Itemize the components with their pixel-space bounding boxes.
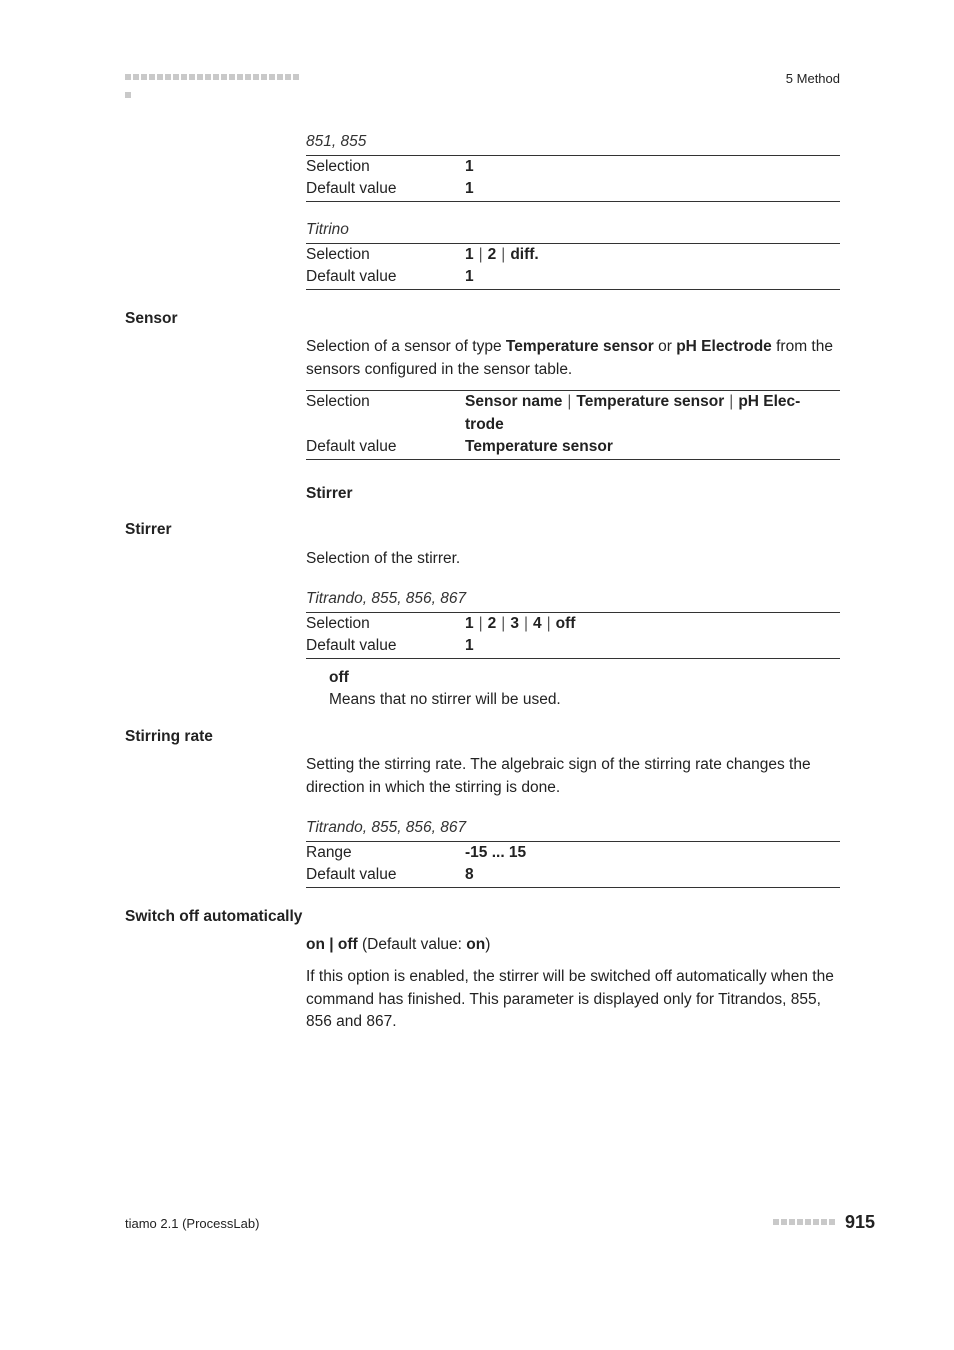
row-label: Selection [306,246,370,263]
table-row [306,635,840,657]
row-label: Default value [306,637,397,654]
switch-off-description: If this option is enabled, the stirrer will be switched off automatically when the command has finished. This parameter is displayed only for Titrandos, 855, 856 and 867. [306,968,834,1030]
table-row [306,842,840,864]
row-value: 8 [465,866,474,883]
table-row [306,864,840,886]
row-value: 1 [465,268,474,285]
row-value: 1 [465,180,474,197]
row-label: Default value [306,438,397,455]
switch-off-options: on | off (Default value: on) [306,936,491,953]
footer-decoration [773,1219,843,1228]
header-decoration [125,74,307,83]
stirring-rate-description: Setting the stirring rate. The algebraic sign of the stirring rate changes the direction in which the stirring is done. [306,756,811,796]
table-row [306,178,840,200]
table-rule [306,289,840,290]
option-term-off: off [329,669,349,686]
option-description-off: Means that no stirrer will be used. [329,691,561,708]
row-value: Temperature sensor [465,438,613,455]
table-rule [306,658,840,659]
parameter-heading-stirring-rate: Stirring rate [125,728,213,745]
parameter-heading-switch-off: Switch off automatically [125,908,303,925]
table-row [306,156,840,178]
row-label: Default value [306,180,397,197]
table-rule [306,887,840,888]
parameter-heading-stirrer: Stirrer [125,521,172,538]
row-label: Selection [306,393,370,410]
option: diff. [510,246,539,263]
option: 2 [487,246,497,263]
table-rule [306,201,840,202]
section-title-stirrer: Stirrer [306,485,353,502]
row-label: Default value [306,866,397,883]
parameter-heading-sensor: Sensor [125,310,178,327]
row-value: 1 | 2 | 3 | 4 | off [465,615,576,632]
row-value: 1 | 2 | diff. [465,246,539,263]
footer-product: tiamo 2.1 (ProcessLab) [125,1216,260,1231]
table-rule [306,459,840,460]
page-number: 915 [845,1212,876,1232]
stirrer-description: Selection of the stirrer. [306,550,461,567]
table-caption-stirrer: Titrando, 855, 856, 867 [306,590,467,607]
table-row [306,436,840,458]
table-row [306,391,840,436]
row-label: Selection [306,158,370,175]
row-label: Default value [306,268,397,285]
row-value: 1 [465,637,474,654]
table-row [306,266,840,288]
table-row [306,613,840,635]
header-section-title: 5 Method [785,71,840,86]
table-caption-stirring-rate: Titrando, 855, 856, 867 [306,819,467,836]
row-value: -15 ... 15 [465,844,527,861]
row-value: Sensor name | Temperature sensor | pH Elec- trode [465,393,801,433]
table-caption-titrino: Titrino [306,221,349,238]
row-label: Selection [306,615,370,632]
row-value: 1 [465,158,474,175]
sensor-description: Selection of a sensor of type Temperature sensor or pH Electrode from the sensors configured in the sensor table. [306,338,833,378]
table-caption-851: 851, 855 [306,133,367,150]
row-label: Range [306,844,352,861]
table-row [306,244,840,266]
option: 1 [465,246,474,263]
